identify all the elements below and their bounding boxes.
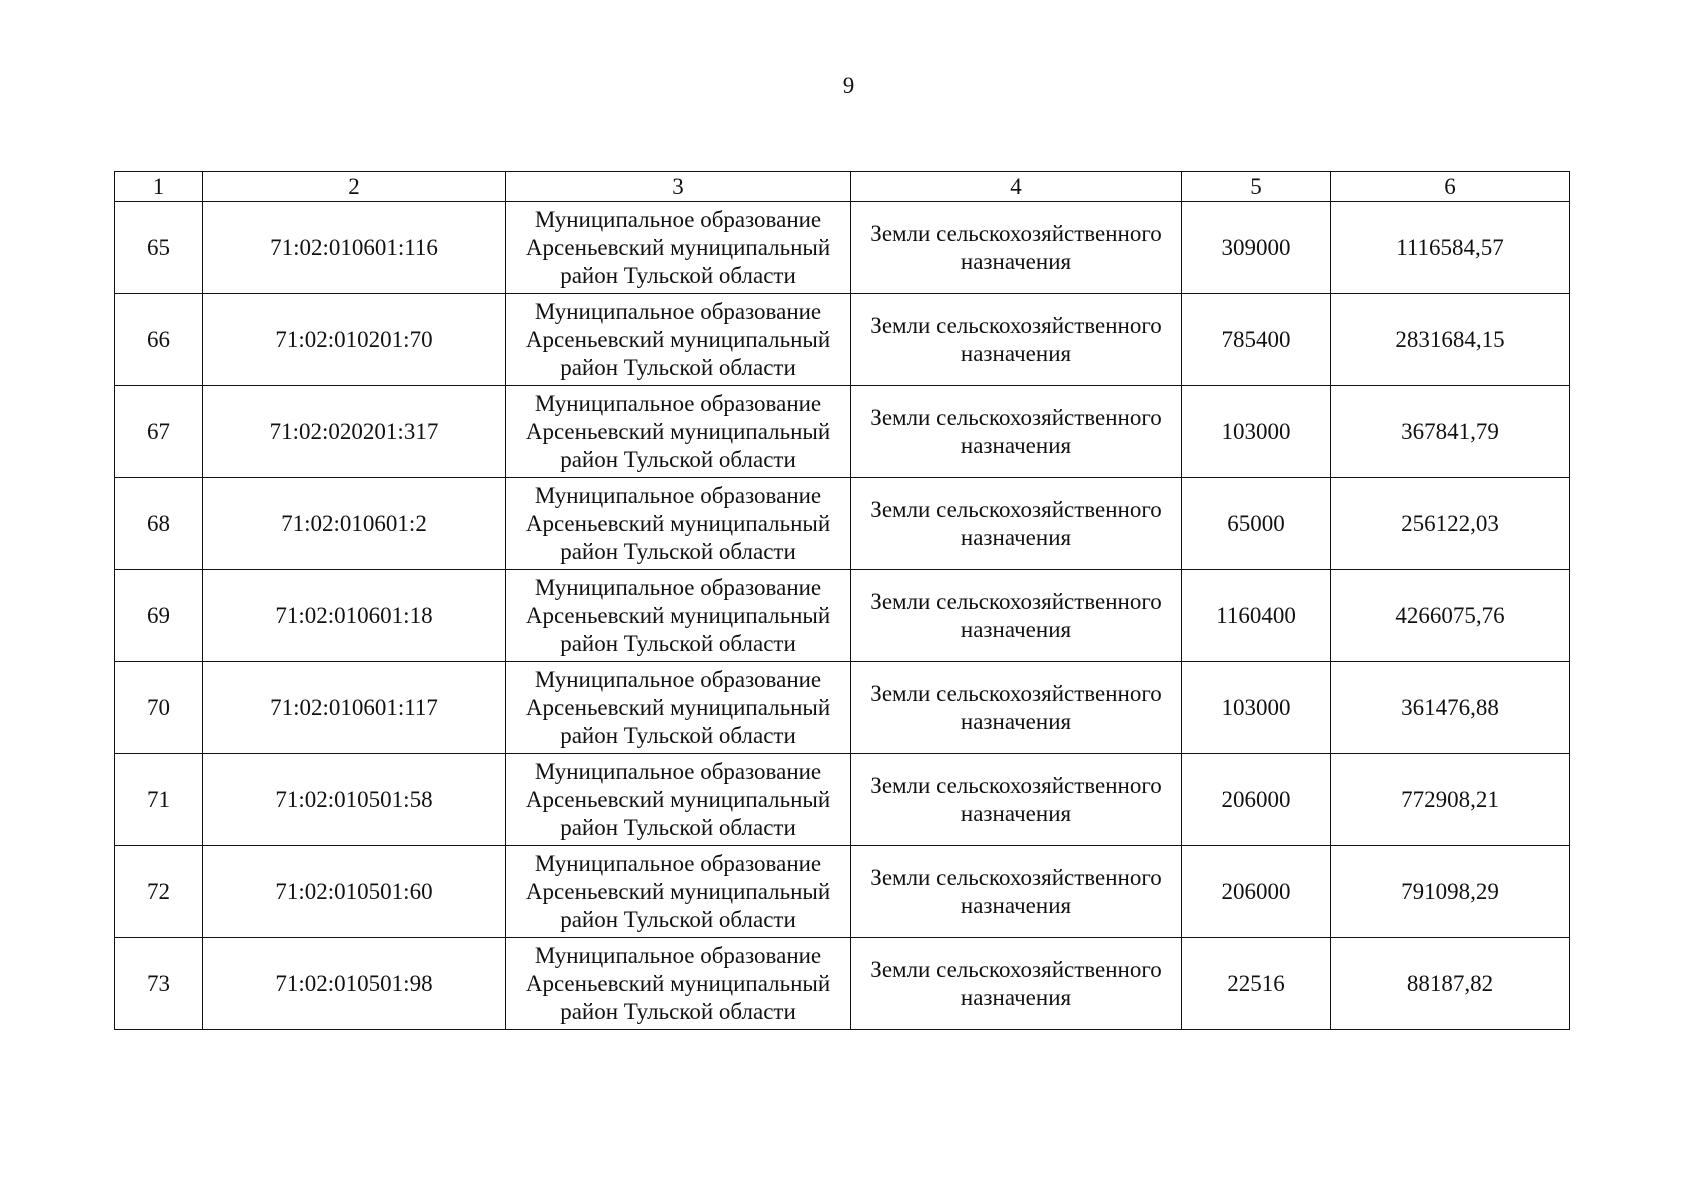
- row-number-cell: 71: [115, 754, 203, 846]
- area-cell: 103000: [1182, 386, 1331, 478]
- cadastral-value-cell: 772908,21: [1331, 754, 1570, 846]
- table-row: [115, 570, 1570, 662]
- owner-cell: Муниципальное образование Арсеньевский муниципальный район Тульской области: [506, 662, 851, 754]
- row-number-cell: 67: [115, 386, 203, 478]
- cadastral-number-cell: 71:02:010601:116: [203, 202, 506, 294]
- land-category-cell: Земли сельскохозяйственного назначения: [851, 294, 1182, 386]
- cadastral-value-cell: 88187,82: [1331, 938, 1570, 1030]
- table-header: [115, 172, 1570, 202]
- area-cell: 1160400: [1182, 570, 1331, 662]
- table-row: [115, 294, 1570, 386]
- cadastral-number-cell: 71:02:010501:98: [203, 938, 506, 1030]
- column-header-4: 4: [851, 172, 1182, 202]
- cadastral-value-cell: 4266075,76: [1331, 570, 1570, 662]
- column-header-5: 5: [1182, 172, 1331, 202]
- owner-cell: Муниципальное образование Арсеньевский муниципальный район Тульской области: [506, 570, 851, 662]
- owner-cell: Муниципальное образование Арсеньевский муниципальный район Тульской области: [506, 938, 851, 1030]
- column-header-2: 2: [203, 172, 506, 202]
- land-category-cell: Земли сельскохозяйственного назначения: [851, 846, 1182, 938]
- owner-cell: Муниципальное образование Арсеньевский муниципальный район Тульской области: [506, 846, 851, 938]
- table-row: [115, 478, 1570, 570]
- cadastral-value-cell: 1116584,57: [1331, 202, 1570, 294]
- owner-cell: Муниципальное образование Арсеньевский муниципальный район Тульской области: [506, 294, 851, 386]
- land-plots-table: [114, 171, 1570, 1030]
- row-number-cell: 65: [115, 202, 203, 294]
- column-header-1: 1: [115, 172, 203, 202]
- cadastral-value-cell: 367841,79: [1331, 386, 1570, 478]
- land-category-cell: Земли сельскохозяйственного назначения: [851, 938, 1182, 1030]
- cadastral-value-cell: 361476,88: [1331, 662, 1570, 754]
- area-cell: 103000: [1182, 662, 1331, 754]
- cadastral-value-cell: 2831684,15: [1331, 294, 1570, 386]
- row-number-cell: 66: [115, 294, 203, 386]
- table-row: [115, 202, 1570, 294]
- cadastral-value-cell: 791098,29: [1331, 846, 1570, 938]
- land-category-cell: Земли сельскохозяйственного назначения: [851, 754, 1182, 846]
- row-number-cell: 69: [115, 570, 203, 662]
- owner-cell: Муниципальное образование Арсеньевский муниципальный район Тульской области: [506, 386, 851, 478]
- area-cell: 785400: [1182, 294, 1331, 386]
- header-row: [115, 172, 1570, 202]
- cadastral-number-cell: 71:02:010601:2: [203, 478, 506, 570]
- row-number-cell: 72: [115, 846, 203, 938]
- cadastral-number-cell: 71:02:010601:18: [203, 570, 506, 662]
- cadastral-number-cell: 71:02:010501:58: [203, 754, 506, 846]
- area-cell: 206000: [1182, 754, 1331, 846]
- land-category-cell: Земли сельскохозяйственного назначения: [851, 570, 1182, 662]
- table-row: [115, 754, 1570, 846]
- owner-cell: Муниципальное образование Арсеньевский муниципальный район Тульской области: [506, 754, 851, 846]
- owner-cell: Муниципальное образование Арсеньевский муниципальный район Тульской области: [506, 202, 851, 294]
- area-cell: 22516: [1182, 938, 1331, 1030]
- land-category-cell: Земли сельскохозяйственного назначения: [851, 478, 1182, 570]
- table-row: [115, 386, 1570, 478]
- column-header-6: 6: [1331, 172, 1570, 202]
- table-row: [115, 662, 1570, 754]
- column-header-3: 3: [506, 172, 851, 202]
- table-body: [115, 202, 1570, 1030]
- table-row: [115, 846, 1570, 938]
- cadastral-number-cell: 71:02:010501:60: [203, 846, 506, 938]
- cadastral-number-cell: 71:02:010601:117: [203, 662, 506, 754]
- owner-cell: Муниципальное образование Арсеньевский муниципальный район Тульской области: [506, 478, 851, 570]
- land-category-cell: Земли сельскохозяйственного назначения: [851, 202, 1182, 294]
- cadastral-number-cell: 71:02:010201:70: [203, 294, 506, 386]
- row-number-cell: 70: [115, 662, 203, 754]
- area-cell: 309000: [1182, 202, 1331, 294]
- row-number-cell: 68: [115, 478, 203, 570]
- land-category-cell: Земли сельскохозяйственного назначения: [851, 662, 1182, 754]
- land-category-cell: Земли сельскохозяйственного назначения: [851, 386, 1182, 478]
- page-number: 9: [842, 73, 855, 98]
- area-cell: 206000: [1182, 846, 1331, 938]
- table-row: [115, 938, 1570, 1030]
- area-cell: 65000: [1182, 478, 1331, 570]
- row-number-cell: 73: [115, 938, 203, 1030]
- cadastral-value-cell: 256122,03: [1331, 478, 1570, 570]
- cadastral-number-cell: 71:02:020201:317: [203, 386, 506, 478]
